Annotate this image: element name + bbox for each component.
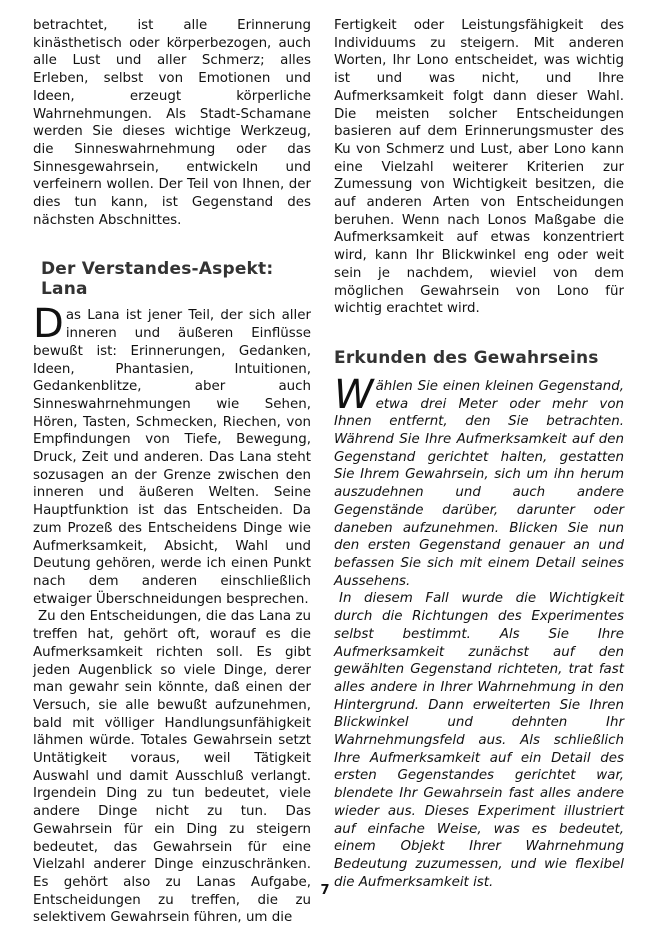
paragraph-lana: [33, 301, 311, 608]
left-column: [33, 17, 311, 927]
paragraph-intro: betrachtet, ist alle Erinnerung kinästhetisch oder körperbezogen, auch alle Lust und aller Schmerz; alles Erleben, selbst von Emotionen und Ideen, erzeugt körperliche Wahrnehmungen. Als Stadt-Schamane werden Sie dieses wichtige Werkzeug, die Sinneswahrnehmung oder das Sinnesgewahrsein, entwickeln und verfeinern wollen. Der Teil von Ihnen, der dies tun kann, ist Gegenstand des nächsten Abschnittes.: [33, 18, 311, 228]
paragraph-decisions: Zu den Entscheidungen, die das Lana zu treffen hat, gehört oft, worauf es die Aufmerksamkeit richten soll. Es gibt jeden Augenblick so viele Dinge, derer man gewahr sein könnte, daß einen der Versuch, sie alle bewußt aufzunehmen, bald mit völliger Handlungsunfähigkeit lähmen würde. Totales Gewahrsein setzt Untätigkeit voraus, weil Tätigkeit Auswahl und damit Ausschluß verlangt. Irgendein Ding zu tun bedeutet, viele andere Dinge nicht zu tun. Das Gewahrsein für ein Ding zu steigern bedeutet, das Gewahrsein für eine Vielzahl anderer Dinge einzuschränken. Es gehört also zu Lanas Aufgabe, Entscheidungen zu treffen, die zu selektivem Gewahrsein führen, um die: [33, 609, 311, 926]
drop-cap: W: [334, 371, 374, 418]
drop-cap: D: [33, 301, 64, 348]
paragraph-exercise: [334, 371, 624, 590]
paragraph-result: In diesem Fall wurde die Wichtigkeit durch die Richtungen des Experimentes selbst bestimmt. Als Sie Ihre Aufmerksamkeit zunächst auf den gewählten Gegenstand richteten, trat fast alles andere in Ihrer Wahrnehmung in den Hintergrund. Dann erweiterten Sie Ihren Blickwinkel und dehnten Ihr Wahrnehmungsfeld aus. Als schließlich Ihre Aufmerksamkeit auf ein Detail des ersten Gegenstandes gerichtet war, blendete Ihr Gewahrsein fast alles andere wieder aus. Dieses Experiment illustriert auf einfache Weise, was es bedeutet, einem Objekt Ihrer Wahrnehmung Bedeutung zuzumessen, und wie flexibel die Aufmerksamkeit ist.: [334, 591, 624, 890]
section-heading-awareness: Erkunden des Gewahrseins: [334, 347, 599, 368]
paragraph-continuation: Fertigkeit oder Leistungsfähigkeit des Individuums zu steigern. Mit anderen Worten, Ihr Lono entscheidet, was wichtig ist und was nicht, und Ihre Aufmerksamkeit folgt dann dieser Wahl. Die meisten solcher Entscheidungen basieren auf dem Erinnerungsmuster des Ku von Schmerz und Lust, aber Lono kann eine Vielzahl weiterer Kriterien zur Zumessung von Wichtigkeit besitzen, die auf anderen Arten von Entscheidungen beruhen. Wenn nach Lonos Maßgabe die Aufmerksamkeit auf etwas konzentriert wird, kann Ihr Blickwinkel eng oder weit sein je nachdem, wieviel von dem möglichen Gewahrsein von Lono für wichtig erachtet wird.: [334, 18, 624, 317]
paragraph-lana-text: as Lana ist jener Teil, der sich aller inneren und äußeren Einflüsse bewußt ist: Erinnerungen, Gedanken, Ideen, Phantasien, Intuitionen, Gedankenblitze, aber auch Sinneswahrnehmungen wie Sehen, Hören, Tasten, Schmecken, Riechen, von Empfindungen von Tiefe, Bewegung, Druck, Zeit und anderen. Das Lana steht sozusagen an der Grenze zwischen den inneren und äußeren Welten. Seine Hauptfunktion ist das Entscheiden. Da zum Prozeß des Entscheidens Dinge wie Aufmerksamkeit, Absicht, Wahl und Deutung gehören, werde ich einen Punkt nach dem anderen einschließlich etwaiger Überschneidungen besprechen.: [33, 308, 311, 607]
section-heading-lana: Der Verstandes-Aspekt: Lana: [41, 259, 274, 300]
page-number: 7: [320, 883, 330, 898]
right-column: [334, 17, 624, 891]
paragraph-exercise-text: ählen Sie einen kleinen Gegenstand, etwa drei Meter oder mehr von Ihnen entfernt, den Sie betrachten. Während Sie Ihre Aufmerksamkeit auf den Gegenstand gerichtet halten, gestatten Sie Ihrem Gewahrsein, sich um ihn herum auszudehnen und auch andere Gegenstände darüber, darunter oder daneben aufzunehmen. Blicken Sie nun den ersten Gegenstand genauer an und befassen Sie sich mit einem Detail seines Aussehens.: [334, 378, 624, 589]
